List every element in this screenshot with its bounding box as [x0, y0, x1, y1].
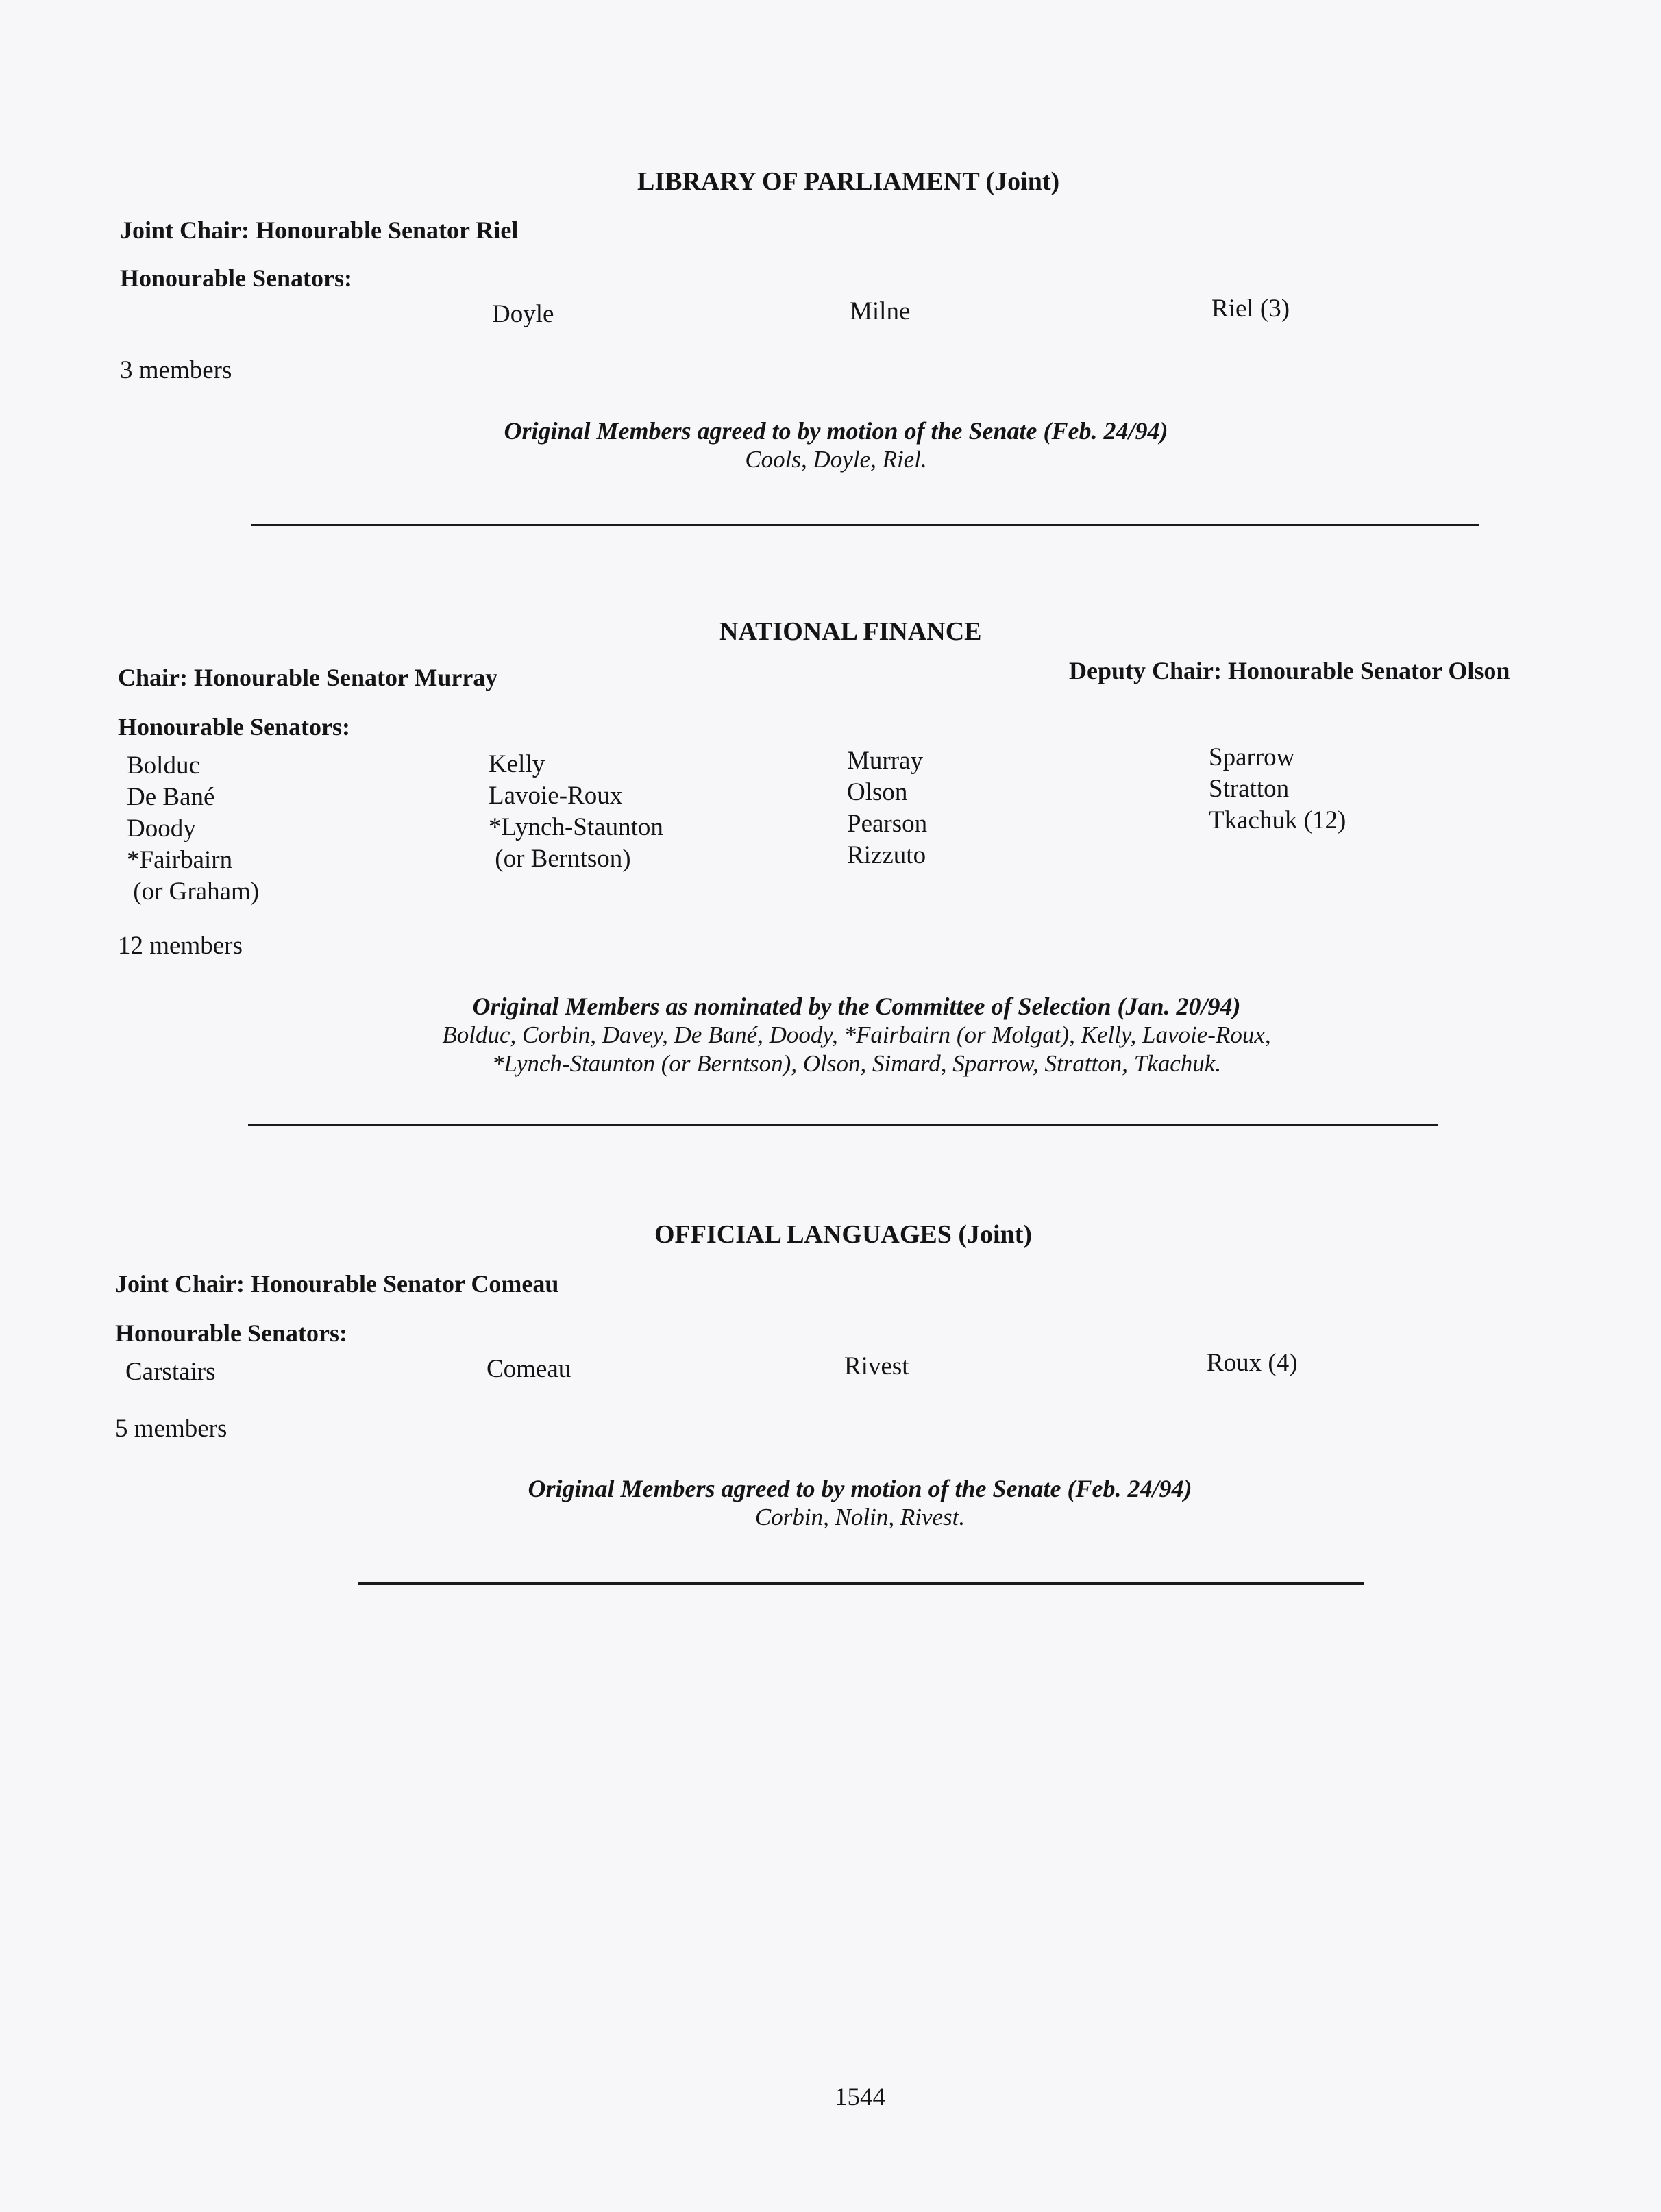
member-name: Murray: [847, 747, 923, 775]
note-line: Corbin, Nolin, Rivest.: [754, 1504, 965, 1530]
member-column: [850, 296, 910, 327]
member-name: Rizzuto: [847, 841, 926, 869]
member-name: Riel (3): [1211, 295, 1290, 323]
joint-chair-official-languages: Joint Chair: Honourable Senator Comeau: [115, 1270, 559, 1297]
member-name: Doyle: [492, 300, 554, 328]
senators-label-national-finance: Honourable Senators:: [118, 713, 351, 741]
member-name: (or Graham): [127, 878, 260, 906]
original-members-note-official-languages: [356, 1474, 1364, 1532]
member-name: Kelly: [489, 750, 545, 778]
member-column: [1209, 742, 1346, 836]
member-column: [1211, 293, 1290, 325]
note-heading: Original Members agreed to by motion of the Senate (Feb. 24/94): [504, 417, 1168, 445]
member-count-library: 3 members: [120, 356, 232, 384]
deputy-chair-national-finance: Deputy Chair: Honourable Senator Olson: [1069, 657, 1510, 684]
section-title-library: LIBRARY OF PARLIAMENT (Joint): [637, 167, 1060, 196]
member-name: Doody: [127, 815, 196, 843]
note-heading: Original Members as nominated by the Committee of Selection (Jan. 20/94): [472, 993, 1241, 1020]
senators-label-official-languages: Honourable Senators:: [115, 1319, 348, 1347]
member-name: Roux (4): [1207, 1349, 1298, 1377]
note-line: *Lynch-Staunton (or Berntson), Olson, Simard, Sparrow, Stratton, Tkachuk.: [491, 1050, 1222, 1077]
member-column: [489, 749, 663, 875]
member-count-national-finance: 12 members: [118, 932, 243, 960]
member-name: Tkachuk (12): [1209, 806, 1346, 834]
member-name: De Bané: [127, 783, 215, 811]
section-title-official-languages: OFFICIAL LANGUAGES (Joint): [654, 1220, 1033, 1249]
original-members-note-library: [356, 417, 1316, 474]
member-column: [125, 1356, 216, 1388]
member-name: Carstairs: [125, 1358, 216, 1386]
member-name: Lavoie-Roux: [489, 782, 623, 810]
member-name: (or Berntson): [489, 845, 631, 873]
member-count-official-languages: 5 members: [115, 1415, 227, 1443]
page-number: 1544: [835, 2083, 885, 2111]
member-column: [1207, 1347, 1298, 1379]
section-title-national-finance: NATIONAL FINANCE: [719, 617, 982, 646]
member-column: [487, 1354, 571, 1385]
member-name: *Lynch-Staunton: [489, 813, 663, 841]
chair-national-finance: Chair: Honourable Senator Murray: [118, 664, 498, 691]
member-name: Sparrow: [1209, 743, 1295, 771]
member-column: [844, 1351, 909, 1382]
note-heading: Original Members agreed to by motion of the Senate (Feb. 24/94): [528, 1475, 1192, 1502]
senators-label-library: Honourable Senators:: [120, 264, 353, 292]
member-column: [492, 299, 554, 330]
section-divider: [251, 524, 1479, 526]
member-column: [847, 745, 927, 871]
note-line: Cools, Doyle, Riel.: [745, 446, 927, 473]
member-name: Stratton: [1209, 775, 1290, 803]
member-name: Pearson: [847, 810, 928, 838]
section-divider: [248, 1124, 1438, 1126]
original-members-note-national-finance: [288, 992, 1425, 1078]
note-line: Bolduc, Corbin, Davey, De Bané, Doody, *Fairbairn (or Molgat), Kelly, Lavoie-Roux,: [442, 1021, 1271, 1048]
member-name: Comeau: [487, 1355, 571, 1383]
member-name: Rivest: [844, 1352, 909, 1380]
joint-chair-library: Joint Chair: Honourable Senator Riel: [120, 216, 519, 244]
member-name: Milne: [850, 297, 911, 325]
section-divider: [358, 1582, 1364, 1585]
member-name: Olson: [847, 778, 908, 806]
member-name: Bolduc: [127, 751, 200, 780]
member-column: [127, 750, 259, 908]
member-name: *Fairbairn: [127, 846, 233, 874]
